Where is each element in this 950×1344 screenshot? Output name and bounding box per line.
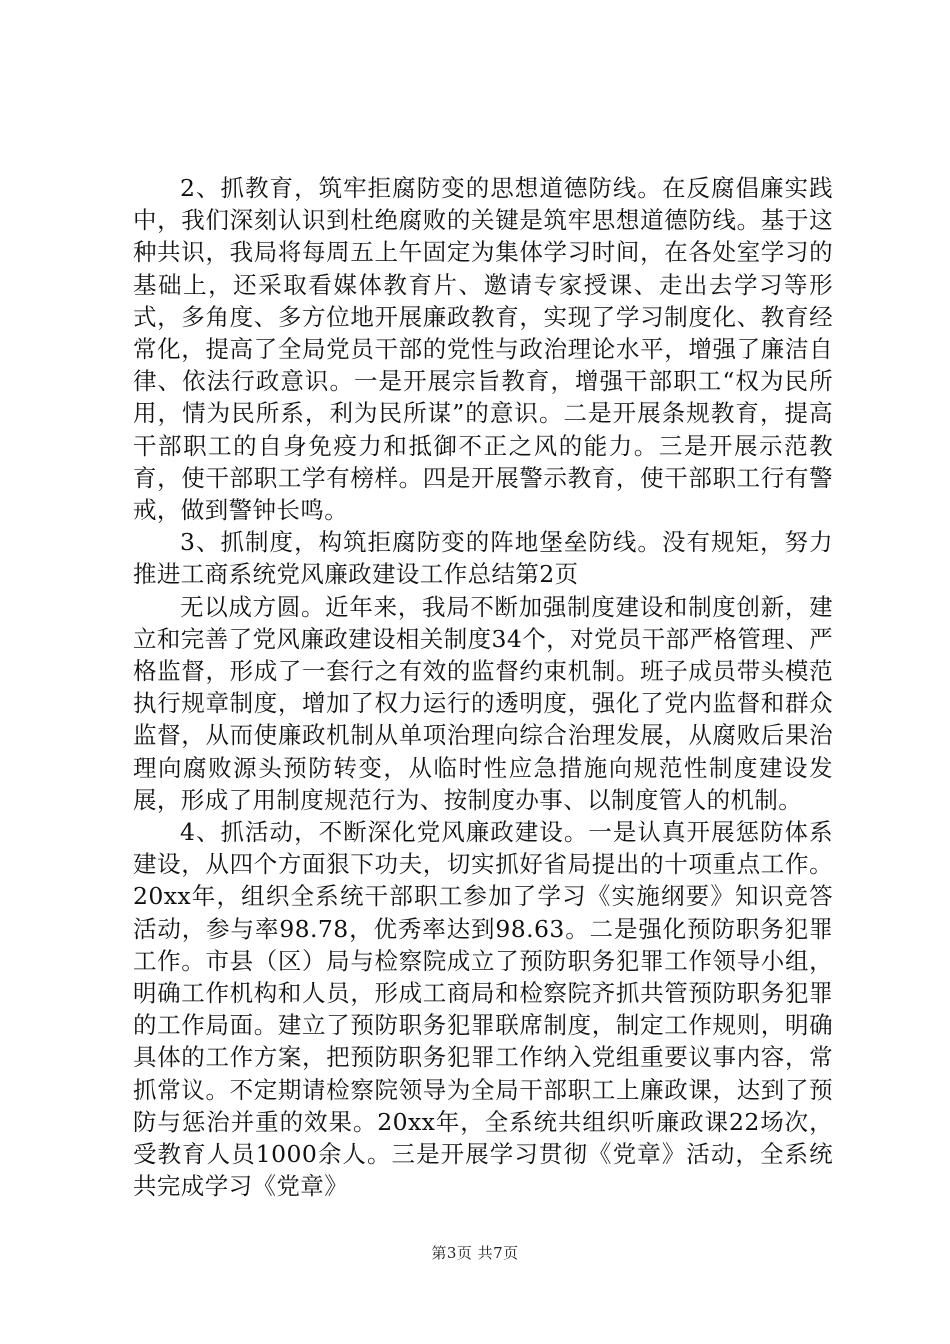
paragraph-activities: 4、抓活动，不断深化党风廉政建设。一是认真开展惩防体系建设，从四个方面狠下功夫，切实抓好省局提出的十项重点工作。20xx年，组织全系统干部职工参加了学习《实施纲要》知识竞答活动，参与率98.78，优秀率达到98.63。二是强化预防职务犯罪工作。市县（区）局与检察院成立了预防职务犯罪工作领导小组，明确工作机构和人员，形成工商局和检察院齐抓共管预防职务犯罪的工作局面。建立了预防职务犯罪联席制度，制定工作规则，明确具体的工作方案，把预防职务犯罪工作纳入党组重要议事内容，常抓常议。不定期请检察院领导为全局干部职工上廉政课，达到了预防与惩治并重的效果。20xx年，全系统共组织听廉政课22场次，受教育人员1000余人。三是开展学习贯彻《党章》活动，全系统共完成学习《党章》	[133, 818, 833, 1201]
paragraph-education: 2、抓教育，筑牢拒腐防变的思想道德防线。在反腐倡廉实践中，我们深刻认识到杜绝腐败的关键是筑牢思想道德防线。基于这种共识，我局将每周五上午固定为集体学习时间，在各处室学习的基础上，还采取看媒体教育片、邀请专家授课、走出去学习等形式，多角度、多方位地开展廉政教育，实现了学习制度化、教育经常化，提高了全局党员干部的党性与政治理论水平，增强了廉洁自律、依法行政意识。一是开展宗旨教育，增强干部职工“权为民所用，情为民所系，利为民所谋”的意识。二是开展条规教育，提高干部职工的自身免疫力和抵御不正之风的能力。三是开展示范教育，使干部职工学有榜样。四是开展警示教育，使干部职工行有警戒，做到警钟长鸣。	[133, 174, 833, 525]
page-number-footer: 第3页 共7页	[431, 1244, 519, 1262]
paragraph-system-continued: 无以成方圆。近年来，我局不断加强制度建设和制度创新，建立和完善了党风廉政建设相关制度34个，对党员干部严格管理、严格监督，形成了一套行之有效的监督约束机制。班子成员带头模范执行规章制度，增加了权力运行的透明度，强化了党内监督和群众监督，从而使廉政机制从单项治理向综合治理发展，从腐败后果治理向腐败源头预防转变，从临时性应急措施向规范性制度建设发展，形成了用制度规范行为、按制度办事、以制度管人的机制。	[133, 592, 833, 814]
document-body	[133, 172, 833, 1203]
paragraph-system: 3、抓制度，构筑拒腐防变的阵地堡垒防线。没有规矩，努力推进工商系统党风廉政建设工作总结第2页	[133, 528, 833, 589]
